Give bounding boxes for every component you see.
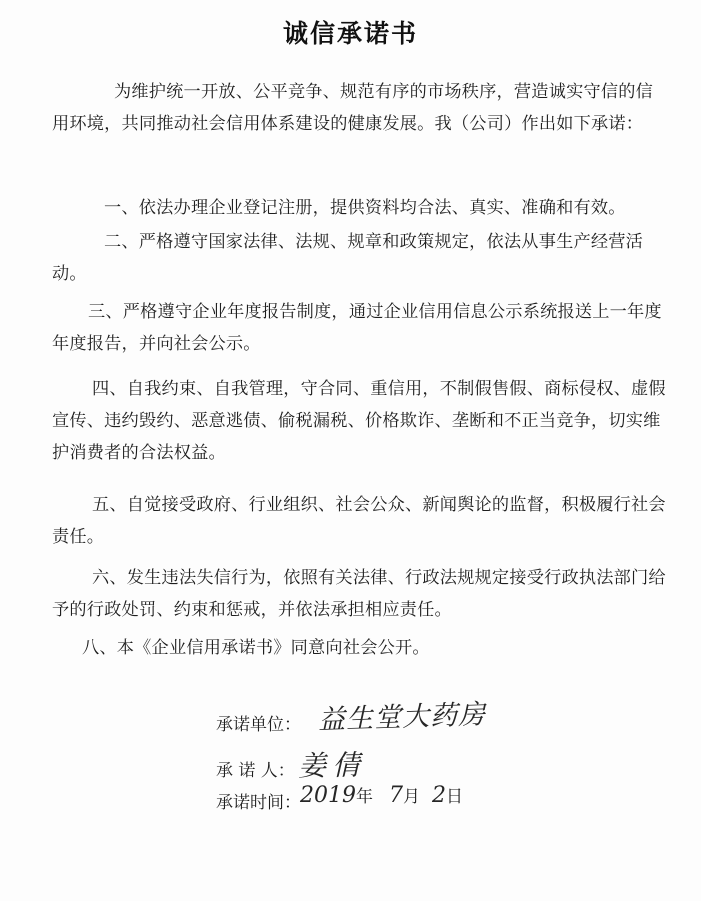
commitment-item-4: 四、自我约束、自我管理，守合同、重信用，不制假售假、商标侵权、虚假宣传、违约毁约、恶意逃债、偷税漏税、价格欺诈、垄断和不正当竞争，切实维护消费者的合法权益。 [52, 379, 666, 463]
signature-person-handwriting: 姜倩 [297, 748, 367, 783]
signature-unit-row [216, 710, 301, 735]
commitment-item-3: 三、严格遵守企业年度报告制度，通过企业信用信息公示系统报送上一年度年度报告，并向社会公示。 [52, 302, 662, 354]
document-title: 诚信承诺书 [282, 19, 418, 48]
date-year: 2019 [300, 783, 356, 808]
commitment-item-6: 六、发生违法失信行为，依照有关法律、行政法规规定接受行政执法部门给予的行政处罚、约束和惩戒，并依法承担相应责任。 [52, 568, 666, 620]
commitment-item-1: 一、依法办理企业登记注册，提供资料均合法、真实、准确和有效。 [104, 198, 626, 218]
signature-date [300, 782, 463, 808]
date-day: 2 [432, 783, 446, 808]
commitment-item-8: 八、本《企业信用承诺书》同意向社会公开。 [82, 638, 430, 658]
date-year-unit: 年 [356, 787, 373, 807]
signature-unit-handwriting: 益生堂大药房 [317, 699, 487, 736]
signature-time-label: 承诺时间： [216, 793, 301, 813]
commitment-item-5: 五、自觉接受政府、行业组织、社会公众、新闻舆论的监督，积极履行社会责任。 [52, 495, 666, 547]
signature-time-row [216, 788, 301, 813]
signature-unit-label: 承诺单位： [216, 715, 301, 735]
signature-person-label: 承 诺 人： [216, 761, 295, 781]
date-month-unit: 月 [403, 787, 420, 807]
date-month: 7 [389, 783, 403, 808]
signature-person-row [216, 756, 295, 781]
intro-paragraph: 为维护统一开放、公平竞争、规范有序的市场秩序，营造诚实守信的信用环境，共同推动社会信用体系建设的健康发展。我（公司）作出如下承诺： [52, 82, 654, 134]
commitment-item-2: 二、严格遵守国家法律、法规、规章和政策规定，依法从事生产经营活动。 [52, 232, 644, 284]
date-day-unit: 日 [446, 787, 463, 807]
